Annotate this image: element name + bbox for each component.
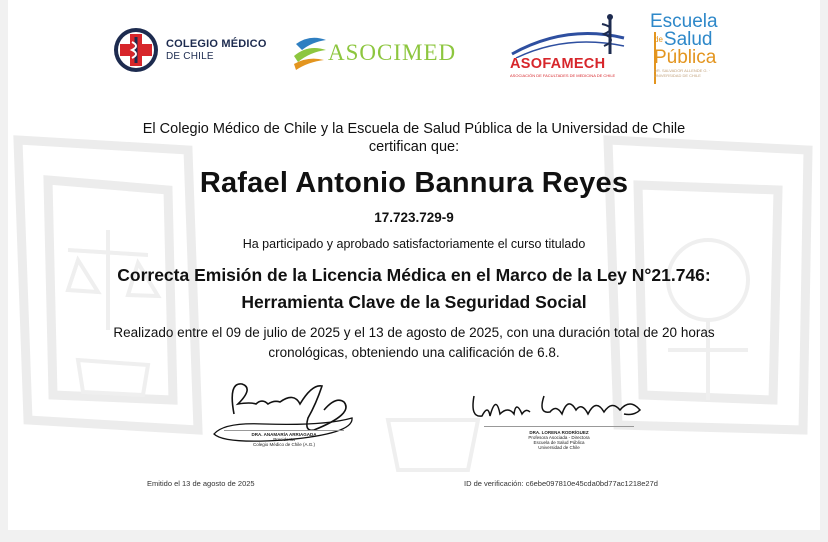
issued-date: Emitido el 13 de agosto de 2025: [147, 479, 255, 488]
course-title-line-2: Herramienta Clave de la Seguridad Social: [241, 292, 587, 312]
intro-line-2: certifican que:: [368, 139, 460, 155]
esp-line2: $^{de}$Salud: [654, 29, 713, 50]
escuela-salud-publica-logo: [648, 12, 738, 82]
signer1-name: DRA. ANAMARÍA ARRIAGADA: [251, 432, 317, 437]
handwritten-signature-rodriguez: [464, 384, 654, 428]
green-wave-icon: [290, 30, 332, 72]
signer2-org2: Universidad de Chile: [538, 445, 580, 450]
signer2-role: Profesora Asociada - Directora: [528, 435, 590, 440]
asofamech-logo: [506, 14, 636, 80]
asofamech-subtitle: ASOCIACIÓN DE FACULTADES DE MEDICINA DE CHILE: [510, 73, 616, 78]
course-details: [8, 323, 820, 363]
signer1-role: Presidenta: [273, 437, 295, 442]
certificate-page: [8, 0, 820, 530]
intro-line-1: El Colegio Médico de Chile y la Escuela de Salud Pública de la Universidad de Chile: [142, 121, 686, 137]
recipient-name: Rafael Antonio Bannura Reyes: [199, 167, 629, 199]
signer2-org: Escuela de Salud Pública: [533, 440, 585, 445]
colegio-medico-name: COLEGIO MÉDICO DE CHILE: [166, 38, 267, 62]
caduceus-arc-icon: [506, 14, 636, 58]
signer2-name: DRA. LORENA RODRÍGUEZ: [529, 430, 589, 435]
signature-line-1: [224, 430, 344, 431]
intro-text: [8, 120, 820, 156]
signature-block-president: [204, 374, 364, 464]
asofamech-name: ASOFAMECH: [510, 56, 606, 72]
details-line-2: cronológicas, obteniendo una calificación de 6.8.: [268, 345, 560, 360]
medical-cross-seal-icon: [112, 26, 160, 74]
recipient-rut: 17.723.729-9: [374, 210, 454, 225]
verification-id[interactable]: ID de verificación: c6ebe097810e45cda0bd77ac1218e27d: [464, 479, 658, 488]
participation-text: Ha participado y aprobado satisfactoriamente el curso titulado: [242, 237, 586, 251]
course-title-line-1: Correcta Emisión de la Licencia Médica en el Marco de la Ley N°21.746:: [117, 265, 711, 285]
asocimed-name: ASOCIMED: [328, 40, 457, 65]
esp-small-text: DR. SALVADOR ALLENDE G. · UNIVERSIDAD DE CHILE: [654, 68, 711, 78]
course-title: [8, 262, 820, 316]
colegio-medico-logo: [112, 26, 282, 74]
signature-block-director: [464, 384, 654, 464]
signer1-org: Colegio Médico de Chile (A.G.): [252, 442, 316, 447]
details-line-1: Realizado entre el 09 de julio de 2025 y el 13 de agosto de 2025, con una duración total de 20 horas: [113, 325, 715, 340]
asocimed-logo: [290, 30, 480, 72]
esp-line3: Pública: [654, 47, 717, 68]
esp-line1: Escuela: [650, 11, 718, 32]
signature-line-2: [484, 426, 634, 427]
